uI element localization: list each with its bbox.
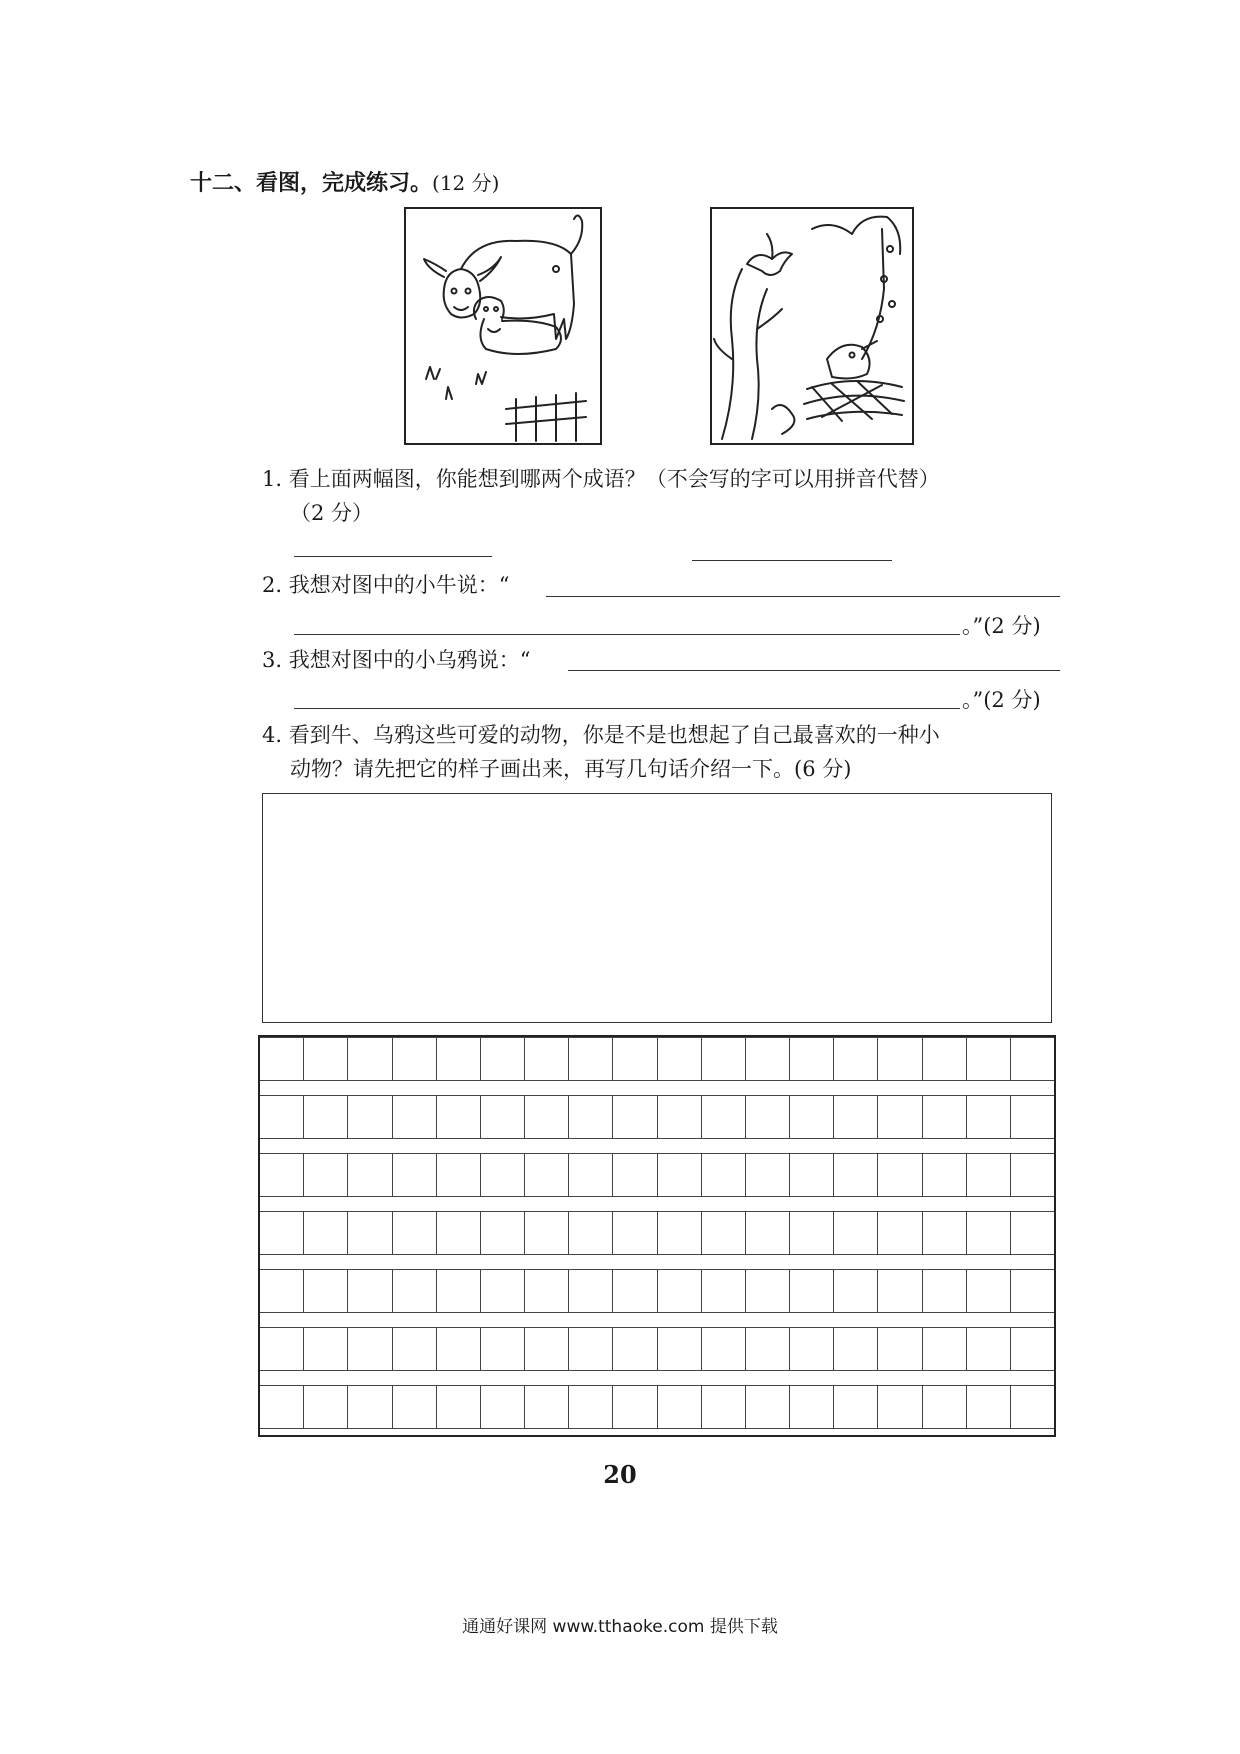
grid-cell[interactable]: [923, 1269, 967, 1313]
section-title: [190, 166, 499, 197]
grid-cell[interactable]: [437, 1037, 481, 1081]
grid-cell[interactable]: [613, 1327, 657, 1371]
grid-cell[interactable]: [658, 1095, 702, 1139]
grid-cell[interactable]: [923, 1037, 967, 1081]
grid-cell[interactable]: [304, 1211, 348, 1255]
crow-icon: [712, 209, 912, 443]
grid-cell[interactable]: [437, 1269, 481, 1313]
grid-cell[interactable]: [304, 1153, 348, 1197]
grid-cell[interactable]: [525, 1095, 569, 1139]
grid-cell[interactable]: [437, 1327, 481, 1371]
grid-row: [260, 1153, 1054, 1197]
grid-cell[interactable]: [348, 1153, 392, 1197]
grid-cell[interactable]: [525, 1211, 569, 1255]
grid-cell[interactable]: [1011, 1269, 1054, 1313]
grid-cell[interactable]: [481, 1385, 525, 1429]
grid-cell[interactable]: [525, 1153, 569, 1197]
grid-cell[interactable]: [393, 1211, 437, 1255]
grid-cell[interactable]: [790, 1211, 834, 1255]
grid-cell[interactable]: [746, 1385, 790, 1429]
grid-cell[interactable]: [525, 1385, 569, 1429]
grid-cell[interactable]: [393, 1037, 437, 1081]
grid-cell[interactable]: [967, 1385, 1011, 1429]
grid-cell[interactable]: [834, 1153, 878, 1197]
grid-cell[interactable]: [260, 1211, 304, 1255]
grid-cell[interactable]: [481, 1153, 525, 1197]
drawing-area[interactable]: [262, 793, 1052, 1023]
grid-cell[interactable]: [923, 1211, 967, 1255]
footer-credit: 通通好课网 www.tthaoke.com 提供下载: [462, 1617, 778, 1637]
grid-cell[interactable]: [658, 1153, 702, 1197]
grid-row: [260, 1385, 1054, 1429]
grid-cell[interactable]: [878, 1385, 922, 1429]
question-3-suffix: 。”(2 分): [962, 688, 1041, 712]
grid-cell[interactable]: [348, 1037, 392, 1081]
grid-cell[interactable]: [923, 1095, 967, 1139]
grid-cell[interactable]: [525, 1269, 569, 1313]
grid-cell[interactable]: [260, 1385, 304, 1429]
grid-cell[interactable]: [260, 1269, 304, 1313]
grid-cell[interactable]: [878, 1327, 922, 1371]
grid-cell[interactable]: [613, 1095, 657, 1139]
grid-cell[interactable]: [702, 1153, 746, 1197]
grid-cell[interactable]: [1011, 1095, 1054, 1139]
question-1-text: 1. 看上面两幅图，你能想到哪两个成语？（不会写的字可以用拼音代替）: [262, 467, 940, 491]
grid-cell[interactable]: [260, 1037, 304, 1081]
grid-cell[interactable]: [481, 1269, 525, 1313]
grid-cell[interactable]: [878, 1269, 922, 1313]
grid-cell[interactable]: [967, 1095, 1011, 1139]
grid-cell[interactable]: [393, 1385, 437, 1429]
grid-cell[interactable]: [348, 1211, 392, 1255]
grid-cell[interactable]: [702, 1037, 746, 1081]
grid-cell[interactable]: [1011, 1211, 1054, 1255]
answer-line-idiom-2[interactable]: [692, 560, 892, 561]
question-4-line-2: 动物？请先把它的样子画出来，再写几句话介绍一下。(6 分): [290, 757, 852, 781]
grid-cell[interactable]: [790, 1269, 834, 1313]
grid-cell[interactable]: [304, 1037, 348, 1081]
grid-cell[interactable]: [569, 1153, 613, 1197]
grid-cell[interactable]: [569, 1327, 613, 1371]
grid-cell[interactable]: [393, 1153, 437, 1197]
grid-cell[interactable]: [878, 1153, 922, 1197]
grid-cell[interactable]: [569, 1269, 613, 1313]
grid-cell[interactable]: [967, 1211, 1011, 1255]
grid-cell[interactable]: [967, 1153, 1011, 1197]
cow-and-calf-icon: [406, 209, 600, 443]
grid-cell[interactable]: [923, 1153, 967, 1197]
grid-cell[interactable]: [878, 1037, 922, 1081]
grid-cell[interactable]: [790, 1327, 834, 1371]
answer-line-q2-a[interactable]: [546, 596, 1060, 597]
grid-cell[interactable]: [525, 1327, 569, 1371]
question-2-suffix: 。”(2 分): [962, 614, 1041, 638]
answer-line-q3-a[interactable]: [568, 670, 1060, 671]
grid-cell[interactable]: [1011, 1153, 1054, 1197]
grid-cell[interactable]: [437, 1095, 481, 1139]
grid-cell[interactable]: [525, 1037, 569, 1081]
grid-cell[interactable]: [613, 1269, 657, 1313]
grid-cell[interactable]: [702, 1211, 746, 1255]
grid-cell[interactable]: [790, 1095, 834, 1139]
question-4-line-1: 4. 看到牛、乌鸦这些可爱的动物，你是不是也想起了自己最喜欢的一种小: [262, 723, 940, 747]
grid-cell[interactable]: [834, 1327, 878, 1371]
section-score: (12 分): [432, 171, 500, 195]
grid-cell[interactable]: [878, 1211, 922, 1255]
grid-cell[interactable]: [393, 1327, 437, 1371]
grid-cell[interactable]: [746, 1327, 790, 1371]
grid-cell[interactable]: [923, 1385, 967, 1429]
grid-cell[interactable]: [702, 1327, 746, 1371]
grid-cell[interactable]: [481, 1211, 525, 1255]
grid-cell[interactable]: [613, 1385, 657, 1429]
grid-cell[interactable]: [481, 1037, 525, 1081]
grid-cell[interactable]: [569, 1037, 613, 1081]
grid-cell[interactable]: [1011, 1037, 1054, 1081]
grid-cell[interactable]: [967, 1269, 1011, 1313]
grid-cell[interactable]: [348, 1327, 392, 1371]
grid-cell[interactable]: [658, 1211, 702, 1255]
grid-cell[interactable]: [834, 1095, 878, 1139]
answer-line-q3-b[interactable]: [294, 708, 960, 709]
grid-row: [260, 1327, 1054, 1371]
question-2: [262, 570, 509, 600]
grid-cell[interactable]: [1011, 1327, 1054, 1371]
grid-cell[interactable]: [348, 1385, 392, 1429]
grid-cell[interactable]: [393, 1269, 437, 1313]
question-3: [262, 645, 530, 675]
grid-cell[interactable]: [834, 1385, 878, 1429]
grid-cell[interactable]: [658, 1037, 702, 1081]
grid-row: [260, 1095, 1054, 1139]
grid-cell[interactable]: [481, 1327, 525, 1371]
grid-cell[interactable]: [702, 1095, 746, 1139]
grid-cell[interactable]: [437, 1385, 481, 1429]
grid-cell[interactable]: [437, 1211, 481, 1255]
grid-cell[interactable]: [790, 1153, 834, 1197]
crow-picture: [710, 207, 914, 445]
grid-cell[interactable]: [834, 1211, 878, 1255]
grid-row: [260, 1269, 1054, 1313]
grid-cell[interactable]: [481, 1095, 525, 1139]
question-2-text: 2. 我想对图中的小牛说：“: [262, 573, 510, 597]
grid-cell[interactable]: [569, 1095, 613, 1139]
grid-cell[interactable]: [790, 1037, 834, 1081]
grid-cell[interactable]: [746, 1211, 790, 1255]
grid-cell[interactable]: [613, 1037, 657, 1081]
grid-cell[interactable]: [790, 1385, 834, 1429]
grid-cell[interactable]: [393, 1095, 437, 1139]
question-1-score: （2 分）: [290, 501, 374, 525]
question-1: [262, 464, 940, 494]
grid-cell[interactable]: [658, 1385, 702, 1429]
grid-cell[interactable]: [746, 1037, 790, 1081]
grid-cell[interactable]: [613, 1153, 657, 1197]
grid-cell[interactable]: [260, 1327, 304, 1371]
grid-row: [260, 1211, 1054, 1255]
grid-cell[interactable]: [348, 1269, 392, 1313]
answer-line-q2-b[interactable]: [294, 634, 960, 635]
page-number: 20: [603, 1460, 637, 1489]
writing-grid[interactable]: [258, 1035, 1056, 1437]
grid-cell[interactable]: [746, 1095, 790, 1139]
grid-cell[interactable]: [437, 1153, 481, 1197]
grid-cell[interactable]: [304, 1269, 348, 1313]
cow-and-calf-picture: [404, 207, 602, 445]
grid-cell[interactable]: [967, 1327, 1011, 1371]
answer-line-idiom-1[interactable]: [294, 556, 492, 557]
grid-cell[interactable]: [834, 1037, 878, 1081]
grid-cell[interactable]: [348, 1095, 392, 1139]
grid-cell[interactable]: [702, 1385, 746, 1429]
grid-cell[interactable]: [658, 1327, 702, 1371]
grid-cell[interactable]: [702, 1269, 746, 1313]
grid-cell[interactable]: [260, 1095, 304, 1139]
grid-cell[interactable]: [260, 1153, 304, 1197]
grid-cell[interactable]: [923, 1327, 967, 1371]
grid-cell[interactable]: [304, 1385, 348, 1429]
grid-cell[interactable]: [1011, 1385, 1054, 1429]
grid-cell[interactable]: [746, 1153, 790, 1197]
grid-cell[interactable]: [569, 1385, 613, 1429]
grid-cell[interactable]: [613, 1211, 657, 1255]
grid-cell[interactable]: [304, 1327, 348, 1371]
grid-cell[interactable]: [967, 1037, 1011, 1081]
question-3-text: 3. 我想对图中的小乌鸦说：“: [262, 648, 531, 672]
grid-cell[interactable]: [834, 1269, 878, 1313]
grid-cell[interactable]: [304, 1095, 348, 1139]
grid-cell[interactable]: [658, 1269, 702, 1313]
grid-cell[interactable]: [569, 1211, 613, 1255]
grid-cell[interactable]: [878, 1095, 922, 1139]
section-title-text: 十二、看图，完成练习。: [190, 170, 433, 196]
grid-cell[interactable]: [746, 1269, 790, 1313]
grid-row: [260, 1037, 1054, 1081]
